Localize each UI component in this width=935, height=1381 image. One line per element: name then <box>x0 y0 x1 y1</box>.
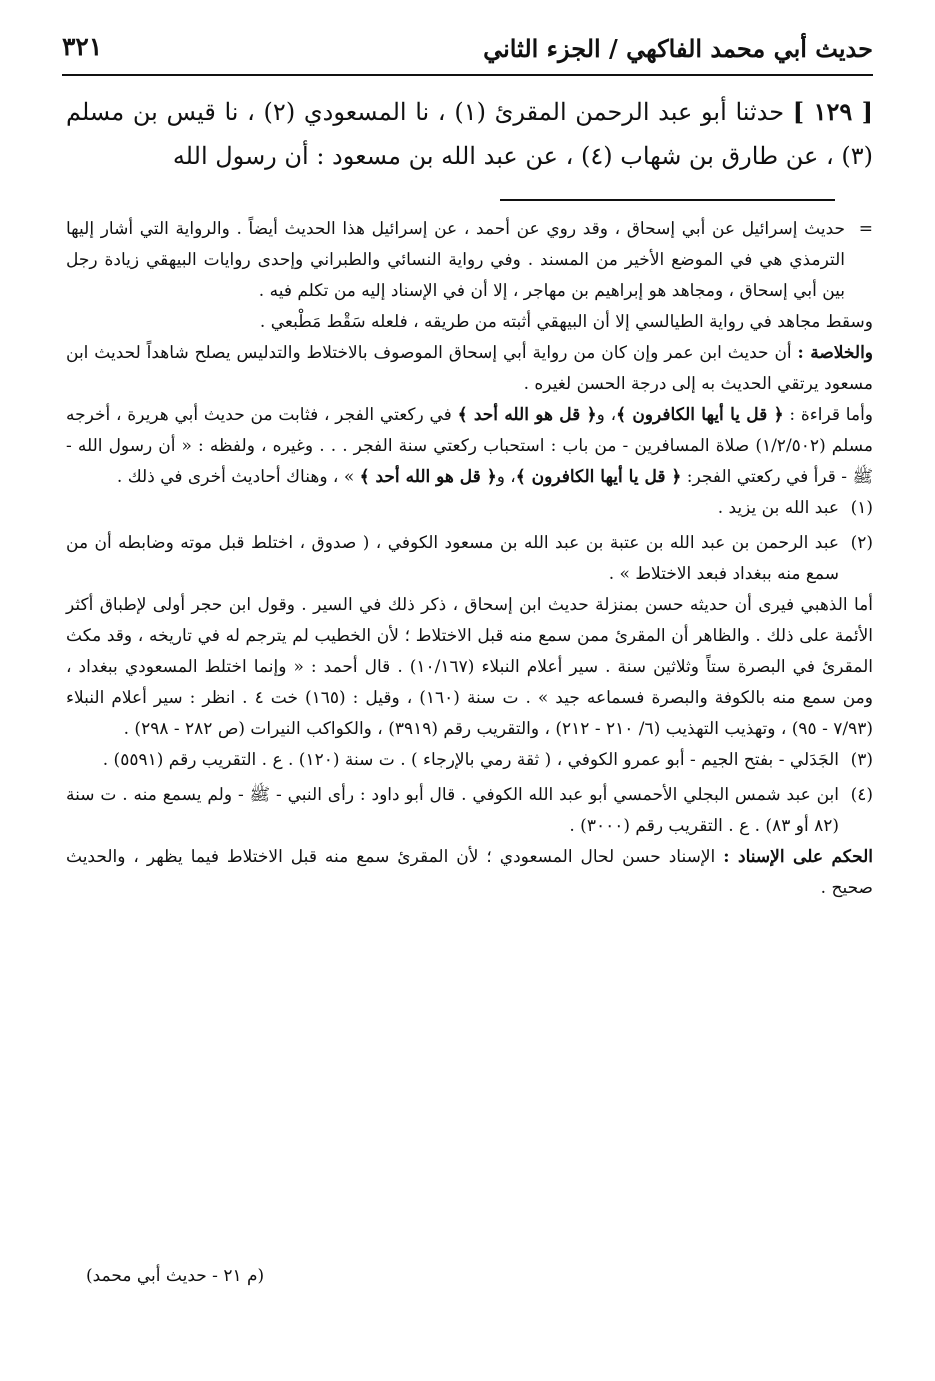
main-text <box>66 90 873 178</box>
conclusion-paragraph <box>66 338 873 400</box>
recitation-end: » ، وهناك أحاديث أخرى في ذلك . <box>116 467 355 487</box>
running-header <box>62 30 873 76</box>
footnote-number: (٣) <box>850 750 873 770</box>
footnote-text: ابن عبد شمس البجلي الأحمسي أبو عبد الله الكوفي . قال أبو داود : رأى النبي - ﷺ - ولم يسمع منه . ت سنة (٨٢ أو ٨٣) . ع . التقريب رقم (٣٠٠٠) . <box>66 785 839 836</box>
signature-mark: (م ٢١ - حديث أبي محمد) <box>86 1266 265 1286</box>
page-number: ٣٢١ <box>62 32 103 61</box>
footnote-separator <box>500 199 835 201</box>
quran-verse-1-repeat: ﴿ قل يا أيها الكافرون ﴾ <box>515 467 682 487</box>
footnote-number: (٢) <box>850 533 873 553</box>
hadith-body: حدثنا أبو عبد الرحمن المقرئ (١) ، نا المسعودي (٢) ، نا قيس بن مسلم (٣) ، عن طارق بن شهاب (٤) ، عن عبد الله بن مسعود : أن رسول الله <box>66 98 873 170</box>
verdict-label: الحكم على الإسناد : <box>723 847 874 867</box>
conclusion-text: أن حديث ابن عمر وإن كان من رواية أبي إسحاق الموصوف بالاختلاط والتدليس يصلح شاهداً لحديث ابن مسعود يرتقي الحديث به إلى درجة الحسن لغيره . <box>66 343 873 394</box>
footnotes <box>66 214 873 904</box>
footnote-4 <box>66 780 873 842</box>
quran-verse-2: ﴿ قل هو الله أحد ﴾ <box>457 405 597 425</box>
verdict-paragraph <box>66 842 873 904</box>
continuation-marker: = <box>858 219 873 239</box>
recitation-intro: وأما قراءة : <box>789 405 874 425</box>
footnote-text: عبد الرحمن بن عبد الله بن عتبة بن عبد الله بن مسعود الكوفي ، ( صدوق ، اختلط قبل موته وضابطه أن من سمع منه ببغداد فبعد الاختلاط » . <box>66 533 839 584</box>
verdict-text: الإسناد حسن لحال المسعودي ؛ لأن المقرئ سمع منه قبل الاختلاط فيما يظهر ، والحديث صحيح . <box>66 847 873 898</box>
quran-verse-1: ﴿ قل يا أيها الكافرون ﴾ <box>616 405 784 425</box>
conclusion-label: والخلاصة : <box>797 343 873 363</box>
footnote-text: عبد الله بن يزيد . <box>717 498 839 518</box>
recitation-text: في ركعتي الفجر ، فثابت من حديث أبي هريرة ، أخرجه مسلم (١/٢/٥٠٢) صلاة المسافرين - من باب : استحباب ركعتي سنة الفجر . . . وغيره ، ولفظه : « أن رسول الله - ﷺ - قرأ في ركعتي الفجر: <box>66 405 874 487</box>
note-paragraph: وسقط مجاهد في رواية الطيالسي إلا أن البيهقي أثبته من طريقه ، فلعله سَقْط مَطْبعي . <box>259 312 873 332</box>
footnote-number: (١) <box>850 498 873 518</box>
header-title: حديث أبي محمد الفاكهي / الجزء الثاني <box>483 34 873 63</box>
footnote-text: الجَدَلي - بفتح الجيم - أبو عمرو الكوفي ، ( ثقة رمي بالإرجاء ) . ت سنة (١٢٠) . ع . التقريب رقم (٥٥٩١) . <box>102 750 839 770</box>
continued-note-text: حديث إسرائيل عن أبي إسحاق ، وقد روي عن أحمد ، عن إسرائيل هذا الحديث أيضاً . والرواية التي أشار إليها الترمذي هي في الموضع الأخير من المسند . وفي رواية النسائي والطبراني وإحدى روايات البيهقي زيادة رجل بين أبي إسحاق ، ومجاهد هو إبراهيم بن مهاجر ، إلا أن في الإسناد إليه من تكلم فيه . <box>66 219 845 301</box>
footnote-2-continuation: أما الذهبي فيرى أن حديثه حسن بمنزلة حديث ابن إسحاق ، ذكر ذلك في السير . وقول ابن حجر أولى لإطباق أكثر الأئمة على ذلك . والظاهر أن المقرئ ممن سمع منه قبل الاختلاط ؛ لأن الخطيب لم يترجم له في تاريخه ، وقد مكث المقرئ في البصرة ستاً وثلاثين سنة . سير أعلام النبلاء (١٠/١٦٧) . قال أحمد : « وإنما اختلط المسعودي ببغداد ، ومن سمع منه بالكوفة والبصرة فسماعه جيد » . ت سنة (١٦٠) ، وقيل : (١٦٥) خت ٤ . انظر : سير أعلام النبلاء (٧/٩٣ - ٩٥) ، وتهذيب التهذيب (٦/ ٢١٠ - ٢١٢) ، والتقريب رقم (٣٩١٩) ، والكواكب النيرات (ص ٢٨٢ - ٢٩٨) . <box>66 595 873 739</box>
conjunction: ، و <box>596 405 617 425</box>
continued-note <box>66 214 873 307</box>
hadith-number: [ ١٢٩ ] <box>792 97 873 126</box>
footnote-3 <box>66 745 873 776</box>
footnote-1 <box>66 493 873 524</box>
recitation-paragraph <box>66 400 873 493</box>
footnote-2 <box>66 528 873 590</box>
quran-verse-2-repeat: ﴿ قل هو الله أحد ﴾ <box>359 467 497 487</box>
conjunction-repeat: ، و <box>496 467 516 487</box>
footnote-number: (٤) <box>850 785 873 805</box>
